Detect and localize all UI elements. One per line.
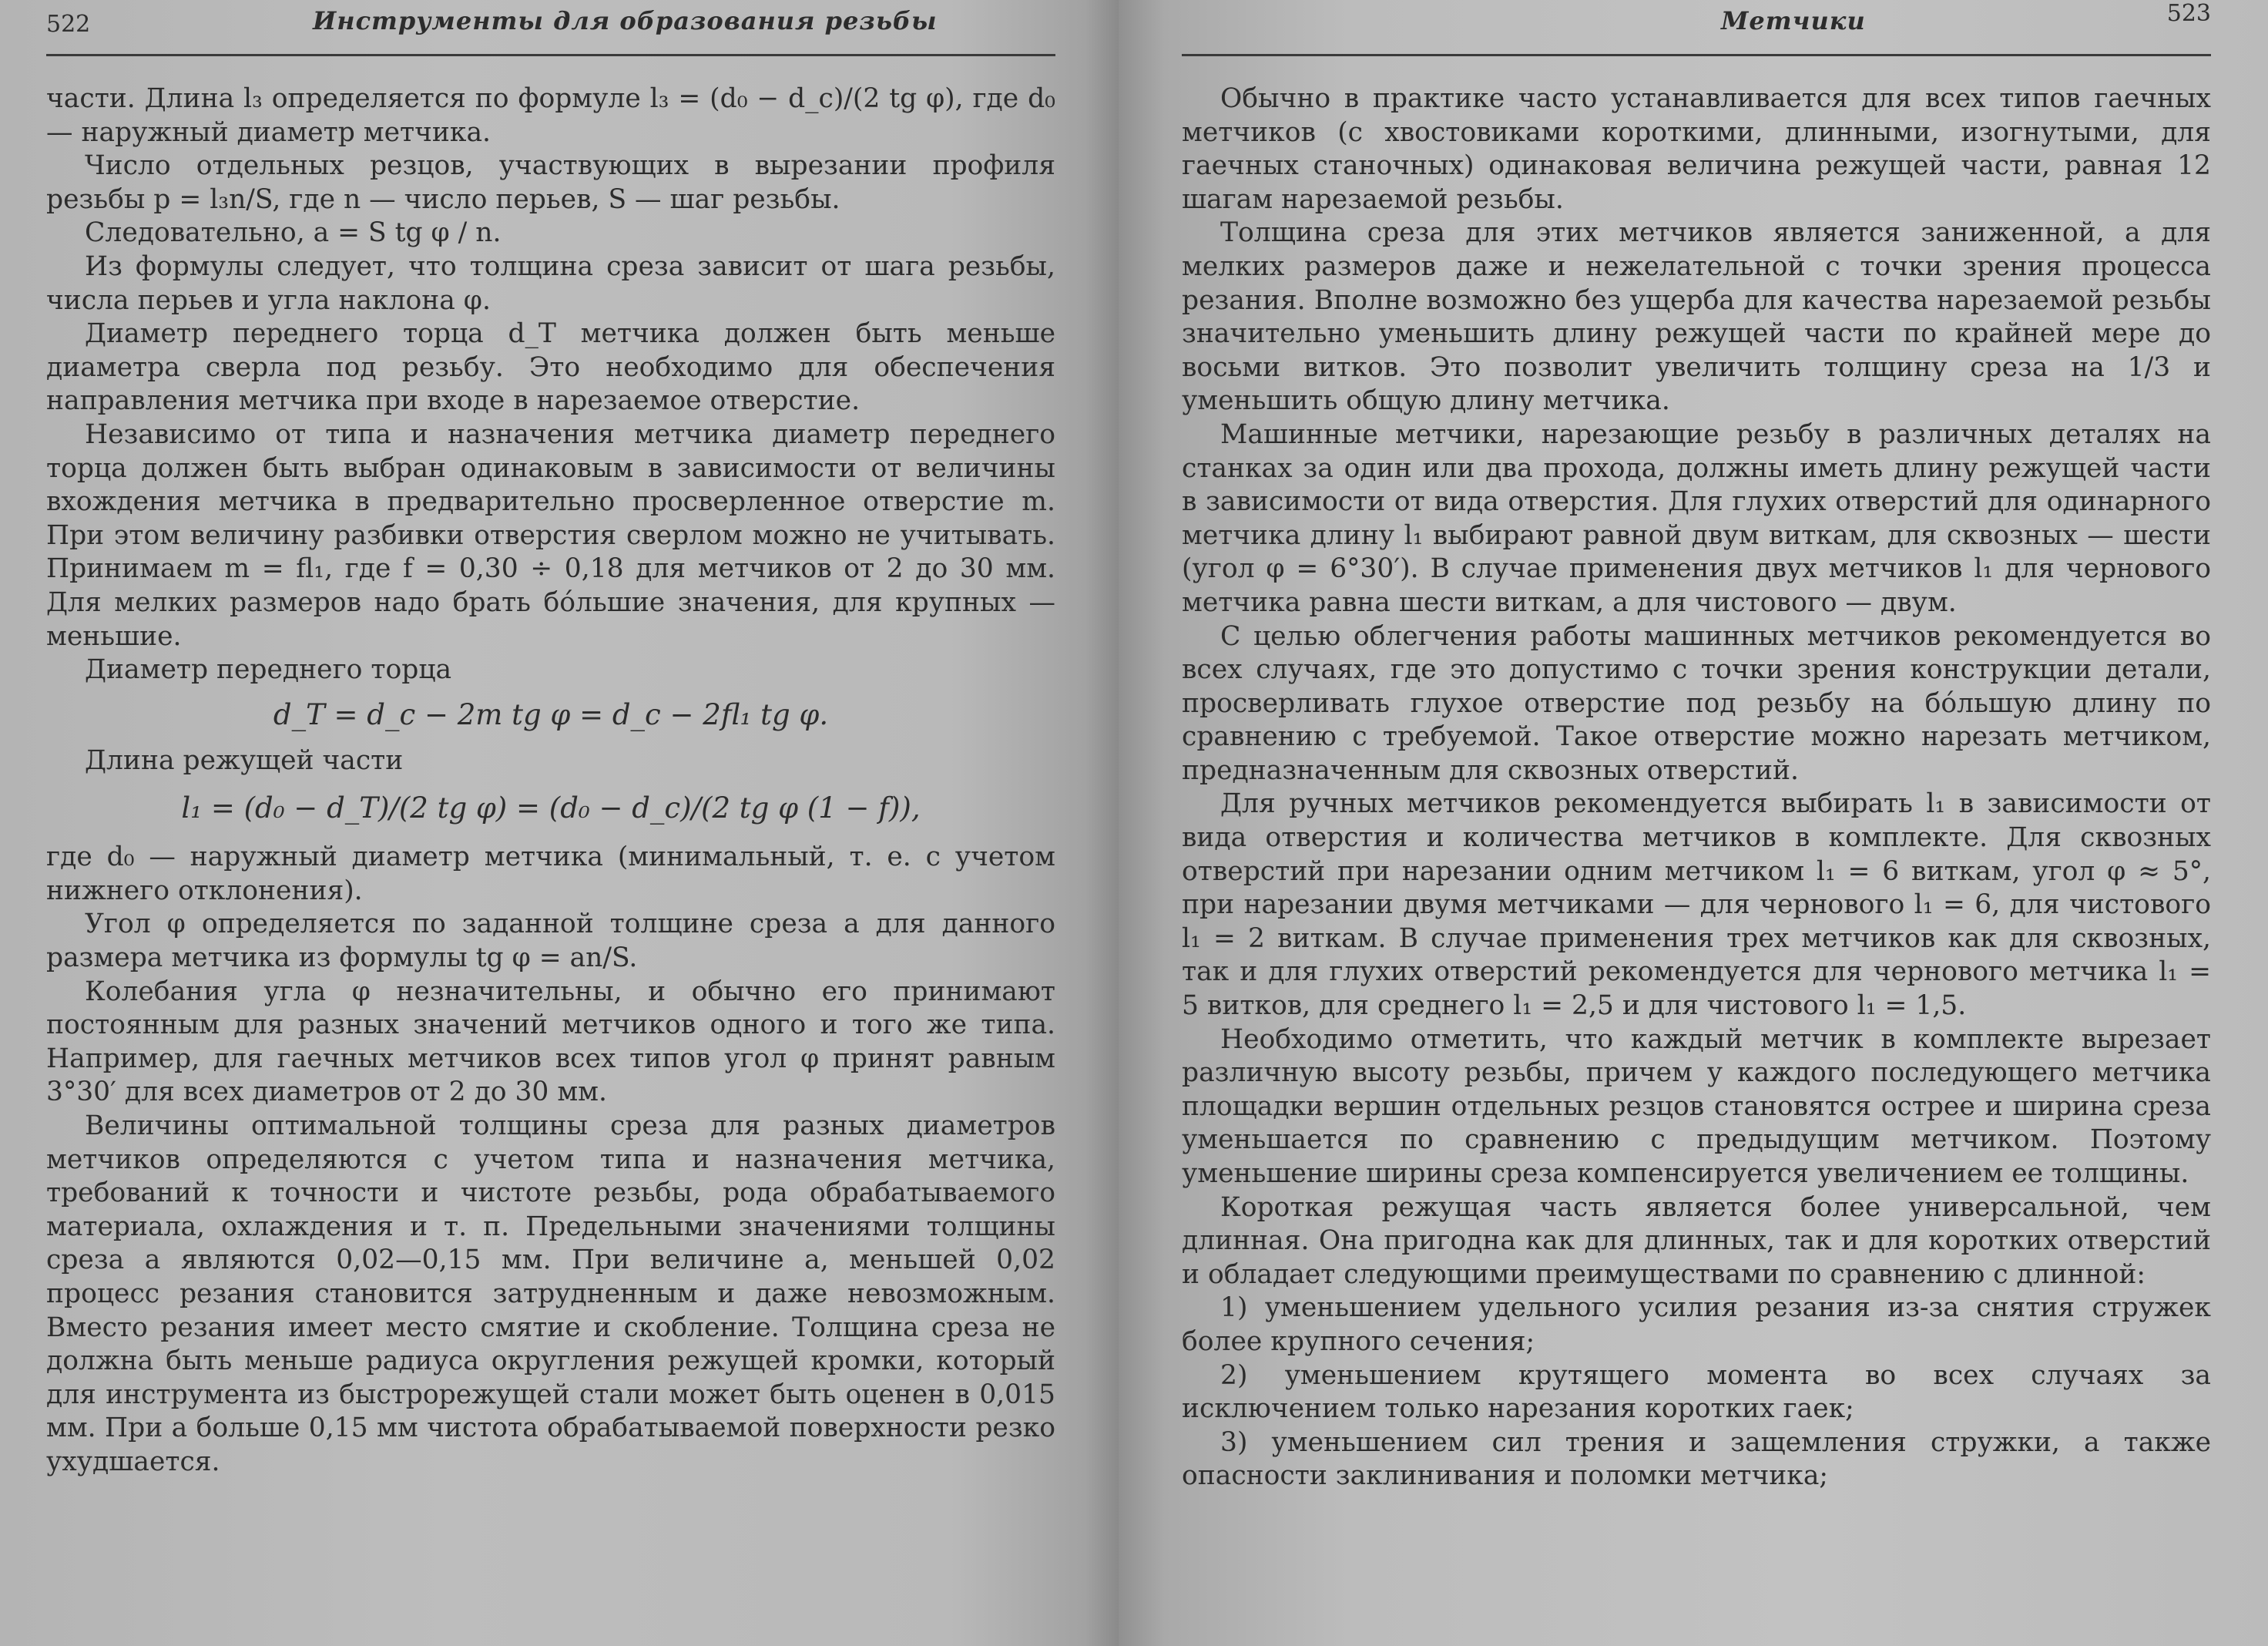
- list-item: 2) уменьшением крутящего момента во всех случаях за исключением только нарезания коротких гаек;: [1182, 1359, 2211, 1425]
- left-page: [0, 0, 1119, 1646]
- running-title: Метчики: [1721, 6, 1866, 35]
- page-body: [1182, 82, 2211, 1493]
- formula: l₁ = (d₀ − d_T)/(2 tg φ) = (d₀ − d_c)/(2 tg φ (1 − f)),: [181, 791, 921, 825]
- list-item: 3) уменьшением сил трения и защемления стружки, а также опасности заклинивания и поломки метчика;: [1182, 1426, 2211, 1492]
- paragraph: Короткая режущая часть является более универсальной, чем длинная. Она пригодна как для длинных, так и для коротких отверстий и обладает следующими преимуществами по сравнению с длинной:: [1182, 1191, 2211, 1290]
- paragraph: части. Длина l₃ определяется по формуле l₃ = (d₀ − d_c)/(2 tg φ), где d₀ — наружный диаметр метчика.: [46, 83, 1055, 148]
- paragraph: Машинные метчики, нарезающие резьбу в различных деталях на станках за один или два прохода, должны иметь длину режущей части в зависимости от вида отверстия. Для глухих отверстий для одинарного метчика длину l₁ выбирают равной двум виткам, для сквозных — шести (угол φ = 6°30′). В случае применения двух метчиков l₁ для чернового метчика равна шести виткам, а для чистового — двум.: [1182, 418, 2211, 618]
- paragraph: Угол φ определяется по заданной толщине среза a для данного размера метчика из формулы tg φ = an/S.: [46, 909, 1055, 974]
- page-body: [46, 82, 1055, 1480]
- paragraph: Для ручных метчиков рекомендуется выбирать l₁ в зависимости от вида отверстия и количества метчиков в комплекте. Для сквозных отверстий при нарезании одним метчиком l₁ = 6 виткам, угол φ ≈ 5°, при нарезании двумя метчиками — для чернового l₁ = 6, для чистового l₁ = 2 виткам. В случае применения трех метчиков как для сквозных, так и для глухих отверстий рекомендуется для чернового метчика l₁ = 5 витков, для среднего l₁ = 2,5 и для чистового l₁ = 1,5.: [1182, 788, 2211, 1022]
- paragraph: Из формулы следует, что толщина среза зависит от шага резьбы, числа перьев и угла наклона φ.: [46, 250, 1055, 316]
- paragraph: Длина режущей части: [85, 744, 404, 776]
- running-head: [46, 0, 1055, 56]
- paragraph: С целью облегчения работы машинных метчиков рекомендуется во всех случаях, где это допустимо с точки зрения конструкции детали, просверливать глухое отверстие под резьбу на бóльшую длину по сравнению с требуемой. Такое отверстие можно нарезать метчиком, предназначенным для сквозных отверстий.: [1182, 620, 2211, 786]
- paragraph: Величины оптимальной толщины среза для разных диаметров метчиков определяются с учетом типа и назначения метчика, требований к точности и чистоте резьбы, рода обрабатываемого материала, охлаждения и т. п. Предельными значениями толщины среза a являются 0,02—0,15 мм. При величине a, меньшей 0,02 процесс резания становится затрудненным и даже невозможным. Вместо резания имеет место смятие и скобление. Толщина среза не должна быть меньше радиуса округления режущей кромки, который для инструмента из быстрорежущей стали может быть оценен в 0,015 мм. При a больше 0,15 мм чистота обрабатываемой поверхности резко ухудшается.: [46, 1110, 1055, 1477]
- page-number: 523: [2166, 0, 2211, 27]
- paragraph: Колебания угла φ незначительны, и обычно его принимают постоянным для разных значений метчиков одного и того же типа. Например, для гаечных метчиков всех типов угол φ принят равным 3°30′ для всех диаметров от 2 до 30 мм.: [46, 976, 1055, 1108]
- running-head: [1182, 0, 2211, 56]
- paragraph: Толщина среза для этих метчиков является заниженной, а для мелких размеров даже и нежелательной с точки зрения процесса резания. Вполне возможно без ущерба для качества нарезаемой резьбы значительно уменьшить длину режущей части по крайней мере до восьми витков. Это позволит увеличить толщину среза на 1/3 и уменьшить общую длину метчика.: [1182, 217, 2211, 417]
- paragraph: Обычно в практике часто устанавливается для всех типов гаечных метчиков (с хвостовиками короткими, длинными, изогнутыми, для гаечных станочных) одинаковая величина режущей части, равная 12 шагам нарезаемой резьбы.: [1182, 83, 2211, 215]
- right-page: [1119, 0, 2268, 1646]
- paragraph: Следовательно, a = S tg φ / n.: [85, 217, 502, 249]
- paragraph: где d₀ — наружный диаметр метчика (минимальный, т. е. с учетом нижнего отклонения).: [46, 841, 1055, 906]
- paragraph: Число отдельных резцов, участвующих в вырезании профиля резьбы p = l₃n/S, где n — число перьев, S — шаг резьбы.: [46, 150, 1055, 215]
- paragraph: Независимо от типа и назначения метчика диаметр переднего торца должен быть выбран одинаковым в зависимости от величины вхождения метчика в предварительно просверленное отверстие m. При этом величину разбивки отверстия сверлом можно не учитывать. Принимаем m = fl₁, где f = 0,30 ÷ 0,18 для метчиков от 2 до 30 мм. Для мелких размеров надо брать бóльшие значения, для крупных — меньшие.: [46, 418, 1055, 652]
- paragraph: Диаметр переднего торца d_T метчика должен быть меньше диаметра сверла под резьбу. Это необходимо для обеспечения направления метчика при входе в нарезаемое отверстие.: [46, 318, 1055, 417]
- paragraph: Диаметр переднего торца: [85, 654, 452, 686]
- paragraph: Необходимо отметить, что каждый метчик в комплекте вырезает различную высоту резьбы, причем у каждого последующего метчика площадки вершин отдельных резцов становятся острее и ширина среза уменьшается по сравнению с предыдущим метчиком. Поэтому уменьшение ширины среза компенсируется увеличением ее толщины.: [1182, 1023, 2211, 1189]
- formula: d_T = d_c − 2m tg φ = d_c − 2fl₁ tg φ.: [273, 697, 829, 731]
- running-title: Инструменты для образования резьбы: [313, 6, 938, 35]
- list-item: 1) уменьшением удельного усилия резания из-за снятия стружек более крупного сечения;: [1182, 1292, 2211, 1357]
- page-number: 522: [46, 11, 91, 38]
